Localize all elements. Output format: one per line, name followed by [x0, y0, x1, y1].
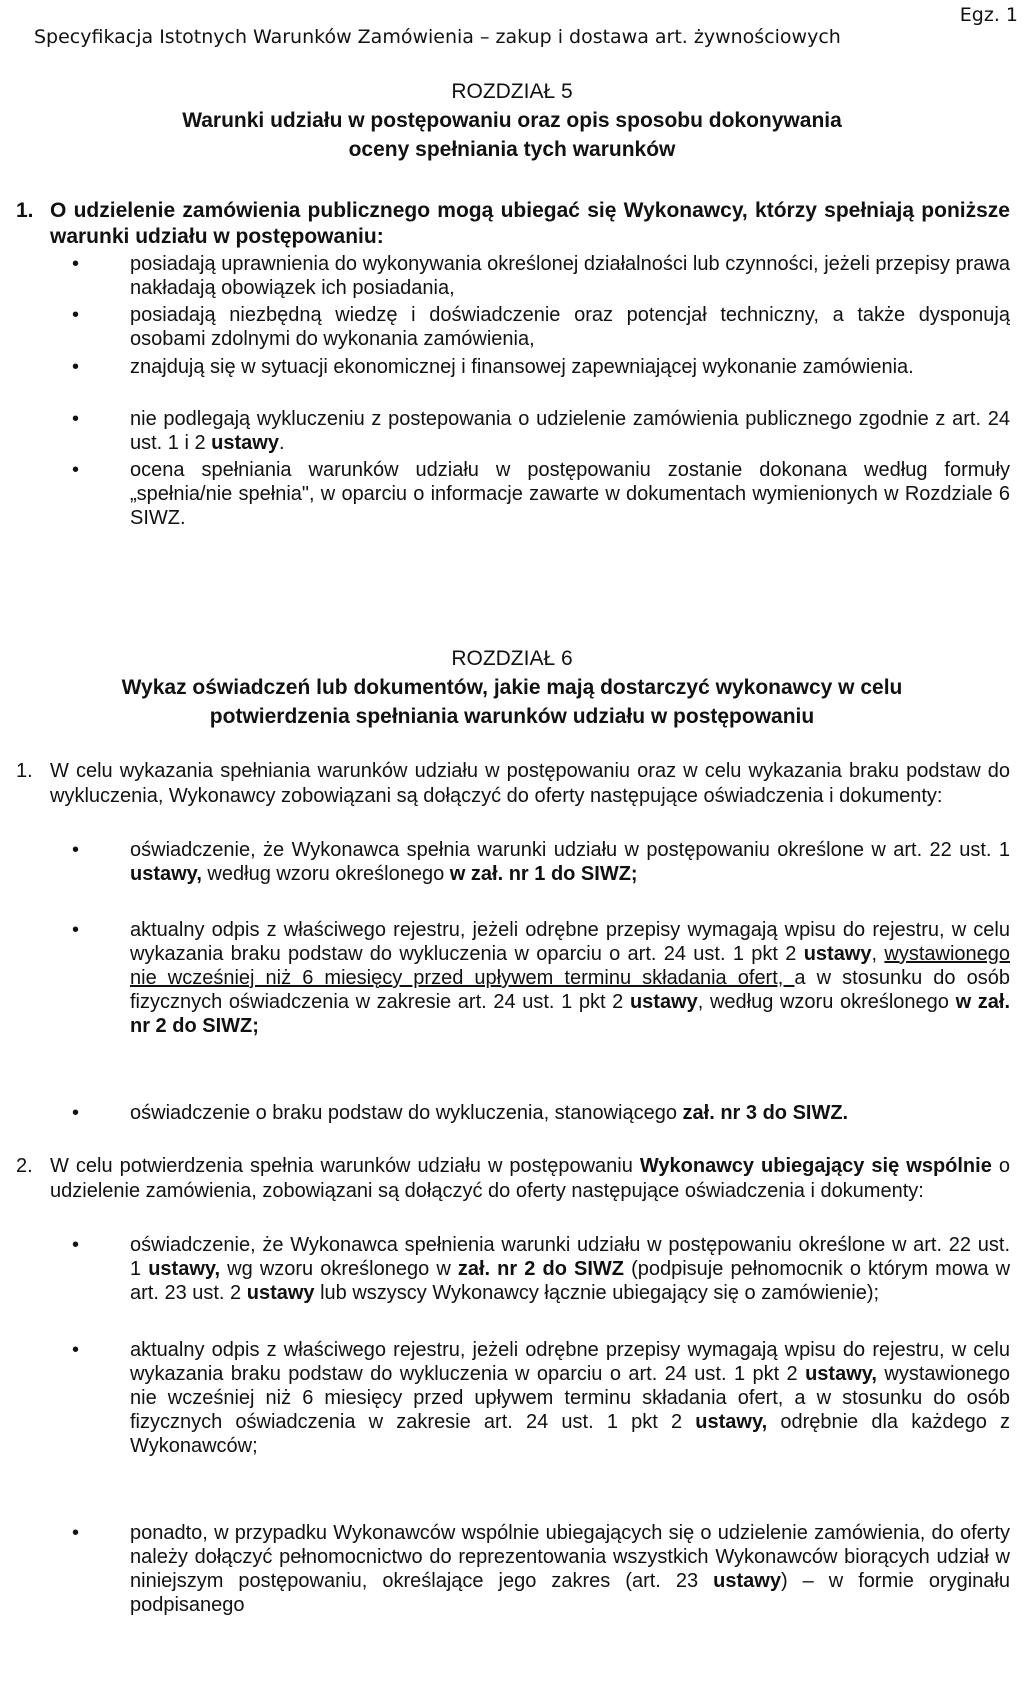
chapter-5-heading — [0, 78, 1024, 164]
paragraph-number: 2. — [16, 1155, 33, 1177]
paragraph-number: 1. — [16, 199, 34, 222]
paragraph-text: W celu potwierdzenia spełnia warunków udziału w postępowaniu Wykonawcy ubiegający się wspólnie o udzielenie zamówienia, zobowiązani są dołączyć do oferty następujące oświadczenia i dokumenty: — [50, 1155, 1010, 1202]
paragraph-number: 1. — [16, 760, 33, 782]
chapter-label: ROZDZIAŁ 6 — [451, 647, 573, 670]
ch6-p2-bullet-2: • aktualny odpis z właściwego rejestru, jeżeli odrębne przepisy wymagają wpisu do rejestru, w celu wykazania braku podstaw do wykluczenia w oparciu o art. 24 ust. 1 pkt 2 ustawy, wystawionego nie wcześniej niż 6 miesięcy przed upływem terminu składania ofert, a w stosunku do osób fizycznych oświadczenia w zakresie art. 24 ust. 1 pkt 2 ustawy, odrębnie dla każdego z Wykonawców; — [130, 1338, 1010, 1458]
ch6-paragraph-2 — [16, 1154, 1010, 1204]
chapter-title-line-2: potwierdzenia spełniania warunków udziału w postępowaniu — [209, 705, 815, 728]
running-header: Specyfikacja Istotnych Warunków Zamówienia – zakup i dostawa art. żywnościowych — [34, 26, 841, 48]
ch6-p2-bullet-1: • oświadczenie, że Wykonawca spełnienia warunki udziału w postępowaniu określone w art. 22 ust. 1 ustawy, wg wzoru określonego w zał. nr 2 do SIWZ (podpisuje pełnomocnik o którym mowa w art. 23 ust. 2 ustawy lub wszyscy Wykonawcy łącznie ubiegający się o zamówienie); — [130, 1233, 1010, 1305]
ch6-bullet-1: • oświadczenie, że Wykonawca spełnia warunki udziału w postępowaniu określone w art. 22 ust. 1 ustawy, według wzoru określonego w zał. nr 1 do SIWZ; — [130, 838, 1010, 886]
chapter-title-line-2: oceny spełniania tych warunków — [348, 138, 676, 161]
ch5-bullet-2: • posiadają niezbędną wiedzę i doświadczenie oraz potencjał techniczny, a także dysponują osobami zdolnymi do wykonania zamówienia, — [130, 303, 1010, 351]
ch5-paragraph-1 — [16, 198, 1010, 250]
ch6-bullet-3: • oświadczenie o braku podstaw do wykluczenia, stanowiącego zał. nr 3 do SIWZ. — [130, 1101, 1010, 1125]
ch6-p2-bullet-3: • ponadto, w przypadku Wykonawców wspólnie ubiegających się o udzielenie zamówienia, do oferty należy dołączyć pełnomocnictwo do reprezentowania wszystkich Wykonawców biorących udział w niniejszym postępowaniu, określające jego zakres (art. 23 ustawy) – w formie oryginału podpisanego — [130, 1521, 1010, 1617]
copy-number: Egz. 1 — [959, 4, 1018, 26]
chapter-label: ROZDZIAŁ 5 — [451, 80, 573, 103]
chapter-title-line-1: Warunki udziału w postępowaniu oraz opis sposobu dokonywania — [182, 109, 842, 132]
paragraph-text: W celu wykazania spełniania warunków udziału w postępowaniu oraz w celu wykazania braku podstaw do wykluczenia, Wykonawcy zobowiązani są dołączyć do oferty następujące oświadczenia i dokumenty: — [50, 760, 1010, 807]
ch6-paragraph-1 — [16, 759, 1010, 809]
ch5-bullet-4: • nie podlegają wykluczeniu z postepowania o udzielenie zamówienia publicznego zgodnie z art. 24 ust. 1 i 2 ustawy. — [130, 407, 1010, 455]
ch6-bullet-2: • aktualny odpis z właściwego rejestru, jeżeli odrębne przepisy wymagają wpisu do rejestru, w celu wykazania braku podstaw do wykluczenia w oparciu o art. 24 ust. 1 pkt 2 ustawy, wystawionego nie wcześniej niż 6 miesięcy przed upływem terminu składania ofert, a w stosunku do osób fizycznych oświadczenia w zakresie art. 24 ust. 1 pkt 2 ustawy, według wzoru określonego w zał. nr 2 do SIWZ; — [130, 918, 1010, 1038]
ch5-bullet-1: • posiadają uprawnienia do wykonywania określonej działalności lub czynności, jeżeli przepisy prawa nakładają obowiązek ich posiadania, — [130, 252, 1010, 300]
paragraph-text: O udzielenie zamówienia publicznego mogą ubiegać się Wykonawcy, którzy spełniają poniższe warunki udziału w postępowaniu: — [50, 199, 1010, 248]
ch5-bullet-3: • znajdują się w sytuacji ekonomicznej i finansowej zapewniającej wykonanie zamówienia. — [130, 355, 1010, 379]
chapter-6-heading — [0, 645, 1024, 731]
chapter-title-line-1: Wykaz oświadczeń lub dokumentów, jakie mają dostarczyć wykonawcy w celu — [121, 676, 903, 699]
ch5-bullet-5: • ocena spełniania warunków udziału w postępowaniu zostanie dokonana według formuły „spełnia/nie spełnia", w oparciu o informacje zawarte w dokumentach wymienionych w Rozdziale 6 SIWZ. — [130, 458, 1010, 530]
